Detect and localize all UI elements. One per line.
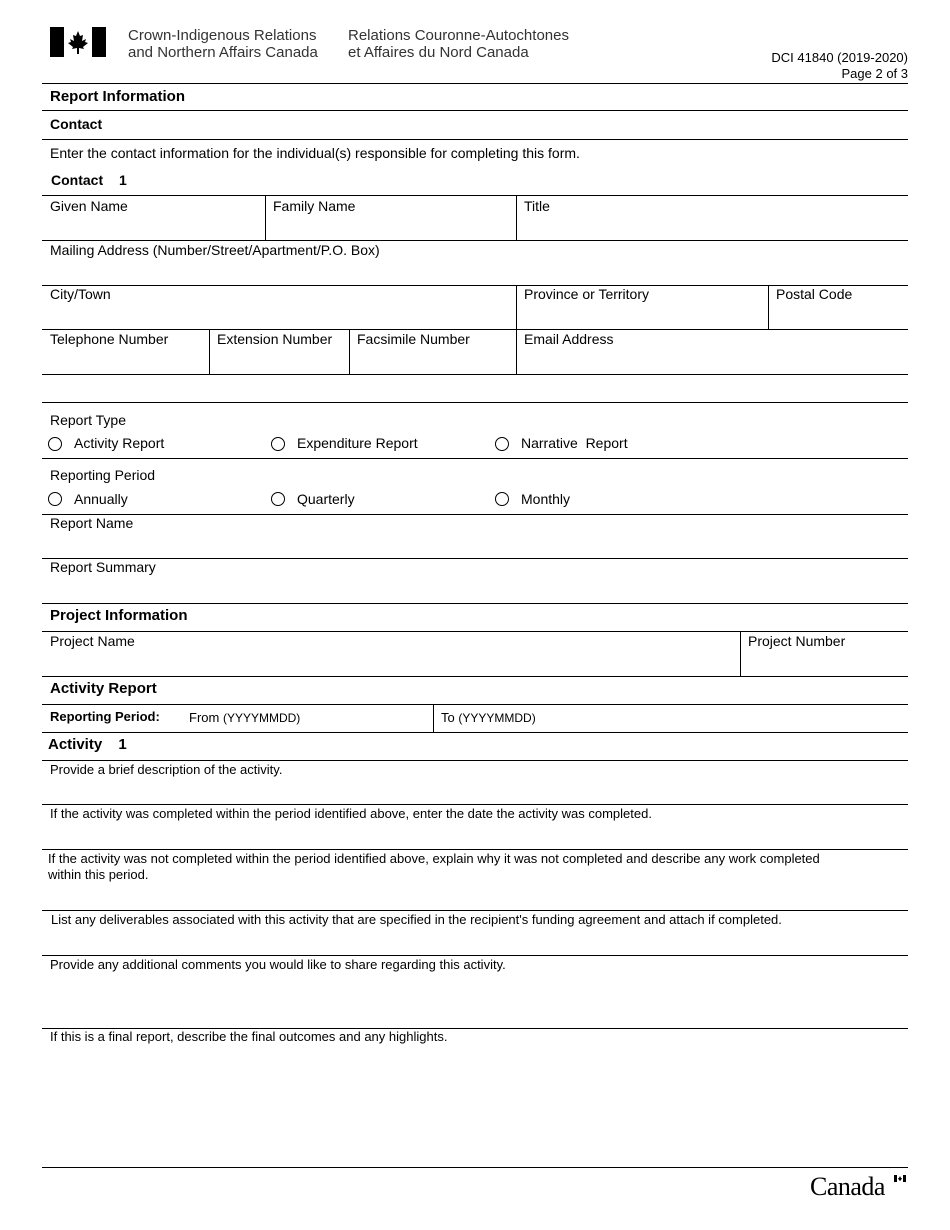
activity-comments-label: Provide any additional comments you would like to share regarding this activity. [50,957,506,972]
project-number-field[interactable] [741,632,908,676]
province-label: Province or Territory [524,286,650,302]
page-info: Page 2 of 3 [841,66,908,81]
period-quarterly-label: Quarterly [297,491,355,507]
telephone-label: Telephone Number [50,331,169,347]
postal-code-field[interactable] [769,286,908,329]
activity-description-field[interactable] [42,761,908,804]
footer-divider [42,1167,908,1168]
report-name-field[interactable] [42,515,908,558]
title-field[interactable] [517,196,908,240]
report-summary-field[interactable] [42,559,908,603]
city-field[interactable] [42,286,516,329]
divider [42,458,908,459]
title-label: Title [524,198,550,214]
report-type-activity-radio[interactable] [48,437,62,451]
divider [42,402,908,403]
activity-deliverables-label: List any deliverables associated with this activity that are specified in the recipient's funding agreement and attach if completed. [51,912,782,927]
divider [42,110,908,111]
period-to-label: To (YYYYMMDD) [441,710,536,725]
report-name-label: Report Name [50,515,134,531]
given-name-label: Given Name [50,198,128,214]
family-name-field[interactable] [266,196,516,240]
wordmark-flag-icon [894,1175,906,1182]
period-annually-radio[interactable] [48,492,62,506]
reporting-period-label: Reporting Period [50,467,156,483]
subsection-title-contact: Contact [50,116,103,132]
report-type-expenditure-label: Expenditure Report [297,435,418,451]
divider [42,374,908,375]
activity-completed-date-field[interactable] [42,805,908,849]
project-name-label: Project Name [50,633,135,649]
divider [42,732,908,733]
maple-leaf-flag-icon [50,27,106,57]
period-quarterly-radio[interactable] [271,492,285,506]
activity-description-label: Provide a brief description of the activity. [50,762,283,777]
activity-comments-field[interactable] [42,956,908,1028]
period-to-field[interactable] [434,705,908,732]
family-name-label: Family Name [273,198,356,214]
activity-final-outcomes-label: If this is a final report, describe the final outcomes and any highlights. [50,1029,448,1044]
activity-completed-date-label: If the activity was completed within the period identified above, enter the date the activity was completed. [50,806,652,821]
activity-final-outcomes-field[interactable] [42,1029,908,1159]
report-type-narrative-radio[interactable] [495,437,509,451]
reporting-period-heading: Reporting Period: [50,709,160,724]
canada-flag-logo [50,27,106,57]
mailing-address-label: Mailing Address (Number/Street/Apartment/P.O. Box) [50,242,380,258]
activity-deliverables-field[interactable] [42,911,908,955]
period-from-label: From (YYYYMMDD) [189,710,301,725]
period-monthly-radio[interactable] [495,492,509,506]
activity-not-completed-label-line1: If the activity was not completed within the period identified above, explain why it was not completed and describe any work completed [48,851,820,866]
report-summary-label: Report Summary [50,559,156,575]
contact-number: 1 [119,172,127,188]
activity-label: Activity [48,736,103,753]
department-name-english [128,27,318,61]
report-type-expenditure-radio[interactable] [271,437,285,451]
fax-label: Facsimile Number [357,331,470,347]
contact-instructions: Enter the contact information for the individual(s) responsible for completing this form. [50,145,580,161]
report-type-label: Report Type [50,412,127,428]
activity-not-completed-label-line2: within this period. [48,867,149,882]
period-annually-label: Annually [74,491,128,507]
mailing-address-field[interactable] [42,241,908,285]
extension-field[interactable] [210,330,349,374]
extension-label: Extension Number [217,331,333,347]
form-code: DCI 41840 (2019-2020) [771,50,908,65]
report-type-narrative-label: Narrative Report [521,435,628,451]
dept-en-line2: and Northern Affairs Canada [128,44,318,61]
email-label: Email Address [524,331,614,347]
telephone-field[interactable] [42,330,209,374]
section-title-project-information: Project Information [50,607,188,624]
section-title-report-information: Report Information [50,88,185,105]
postal-code-label: Postal Code [776,286,853,302]
period-from-field[interactable] [180,705,433,732]
project-name-field[interactable] [42,632,740,676]
activity-not-completed-field[interactable] [42,850,908,910]
dept-en-line1: Crown-Indigenous Relations [128,27,317,44]
fax-field[interactable] [350,330,516,374]
contact-heading [51,172,127,188]
divider [42,603,908,604]
divider [42,676,908,677]
canada-wordmark [810,1172,906,1202]
contact-label: Contact [51,172,104,188]
dept-fr-line1: Relations Couronne-Autochtones [348,27,569,44]
section-title-activity-report: Activity Report [50,680,157,697]
divider [42,83,908,84]
given-name-field[interactable] [42,196,265,240]
divider [42,139,908,140]
project-number-label: Project Number [748,633,846,649]
canada-wordmark-text: Canada [810,1172,885,1201]
email-field[interactable] [517,330,908,374]
activity-heading [48,736,127,753]
province-field[interactable] [517,286,768,329]
activity-number: 1 [118,736,127,753]
report-type-activity-label: Activity Report [74,435,165,451]
department-name-french [348,27,569,61]
period-monthly-label: Monthly [521,491,571,507]
dept-fr-line2: et Affaires du Nord Canada [348,44,529,61]
city-label: City/Town [50,286,111,302]
